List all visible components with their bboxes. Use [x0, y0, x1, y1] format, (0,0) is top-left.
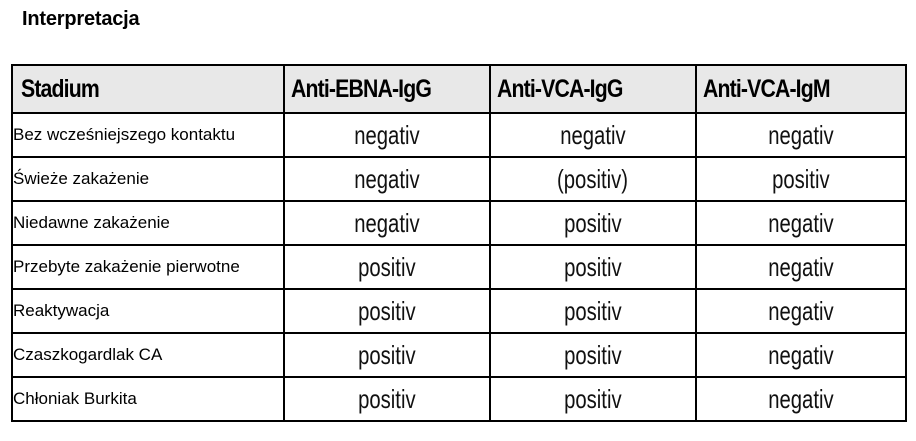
cell-vca-igg: positiv	[490, 201, 696, 245]
cell-ebna-igg: positiv	[284, 289, 490, 333]
table-header-row	[12, 65, 906, 113]
cell-ebna-igg: positiv	[284, 245, 490, 289]
cell-vca-igg: positiv	[490, 289, 696, 333]
row-label: Czaszkogardlak CA	[12, 333, 284, 377]
cell-vca-igm: negativ	[696, 377, 906, 421]
table-row	[12, 245, 906, 289]
header-anti-ebna-igg: Anti-EBNA-IgG	[284, 65, 490, 113]
row-label: Świeże zakażenie	[12, 157, 284, 201]
table-row	[12, 377, 906, 421]
cell-ebna-igg: negativ	[284, 201, 490, 245]
row-label: Bez wcześniejszego kontaktu	[12, 113, 284, 157]
cell-vca-igg: positiv	[490, 377, 696, 421]
cell-ebna-igg: negativ	[284, 157, 490, 201]
header-anti-vca-igg: Anti-VCA-IgG	[490, 65, 696, 113]
row-label: Niedawne zakażenie	[12, 201, 284, 245]
cell-vca-igm: negativ	[696, 289, 906, 333]
table-row	[12, 333, 906, 377]
interpretation-table	[11, 64, 907, 422]
table-row	[12, 157, 906, 201]
header-stadium: Stadium	[12, 65, 284, 113]
cell-vca-igm: negativ	[696, 201, 906, 245]
page-title: Interpretacja	[22, 8, 140, 30]
header-anti-vca-igm: Anti-VCA-IgM	[696, 65, 906, 113]
cell-vca-igm: negativ	[696, 245, 906, 289]
cell-vca-igm: negativ	[696, 113, 906, 157]
cell-vca-igg: positiv	[490, 333, 696, 377]
row-label: Chłoniak Burkita	[12, 377, 284, 421]
table-row	[12, 289, 906, 333]
table-row	[12, 113, 906, 157]
cell-vca-igg: positiv	[490, 245, 696, 289]
table-row	[12, 201, 906, 245]
row-label: Przebyte zakażenie pierwotne	[12, 245, 284, 289]
cell-vca-igg: negativ	[490, 113, 696, 157]
cell-vca-igm: negativ	[696, 333, 906, 377]
cell-vca-igm: positiv	[696, 157, 906, 201]
row-label: Reaktywacja	[12, 289, 284, 333]
cell-ebna-igg: positiv	[284, 333, 490, 377]
cell-ebna-igg: positiv	[284, 377, 490, 421]
cell-ebna-igg: negativ	[284, 113, 490, 157]
cell-vca-igg: (positiv)	[490, 157, 696, 201]
